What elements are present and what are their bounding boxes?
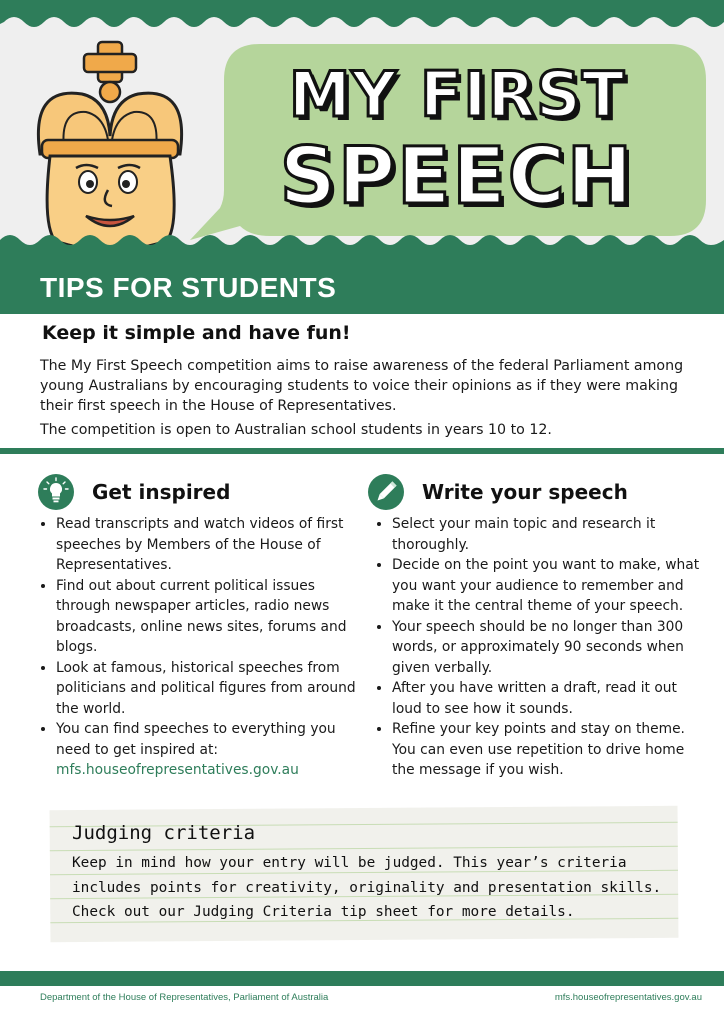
judging-body (72, 851, 692, 925)
list-item-text: You can find speeches to everything you need to get inspired at: (56, 721, 336, 758)
top-wave-band (0, 0, 724, 40)
footer-department: Department of the House of Representatives, Parliament of Australia (40, 992, 329, 1003)
list-item: • Select your main topic and research it thoroughly. (392, 514, 708, 555)
judging-line: Keep in mind how your entry will be judged. This year’s criteria (72, 855, 627, 871)
list-item: • After you have written a draft, read it out loud to see how it sounds. (392, 678, 708, 719)
judging-title: Judging criteria (72, 822, 256, 844)
write-speech-heading: Write your speech (422, 480, 628, 504)
intro-paragraph-1: The My First Speech competition aims to raise awareness of the federal Parliament among young Australians by encouraging students to voice their opinions as if they were making their first speech in the House of Representatives. (40, 358, 684, 414)
bottom-wave-band (0, 222, 724, 262)
title-line-1: MY FIRST (288, 58, 626, 131)
list-item: • Read transcripts and watch videos of first speeches by Members of the House of Representatives. (56, 514, 368, 576)
judging-line: Check out our Judging Criteria tip sheet for more details. (72, 904, 575, 920)
title-line-2: SPEECH (279, 132, 635, 222)
header-banner (0, 0, 724, 262)
intro-heading: Keep it simple and have fun! (42, 322, 351, 344)
intro-paragraph-2: The competition is open to Australian school students in years 10 to 12. (40, 422, 552, 438)
list-item: • Find out about current political issues through newspaper articles, radio news broadcasts, online news sites, forums and blogs. (56, 576, 368, 658)
get-inspired-list (38, 514, 368, 781)
footer-website-link[interactable]: mfs.houseofrepresentatives.gov.au (554, 992, 702, 1003)
list-item: • Look at famous, historical speeches from politicians and political figures from around the world. (56, 658, 368, 720)
get-inspired-heading: Get inspired (92, 480, 231, 504)
section-divider (0, 448, 724, 454)
website-link[interactable]: mfs.houseofrepresentatives.gov.au (56, 762, 299, 778)
write-speech-list (374, 514, 708, 781)
lightbulb-icon (38, 474, 74, 510)
pencil-icon (368, 474, 404, 510)
list-item: • Your speech should be no longer than 300 words, or approximately 90 seconds when given verbally. (392, 617, 708, 679)
judging-line: includes points for creativity, originality and presentation skills. (72, 879, 662, 896)
list-item: • Decide on the point you want to make, what you want your audience to remember and make it the central theme of your speech. (392, 555, 708, 617)
tips-title: TIPS FOR STUDENTS (40, 272, 337, 303)
list-item (56, 719, 368, 781)
list-item: • Refine your key points and stay on theme. You can even use repetition to drive home the message if you wish. (392, 719, 708, 781)
footer-bar (0, 971, 724, 986)
